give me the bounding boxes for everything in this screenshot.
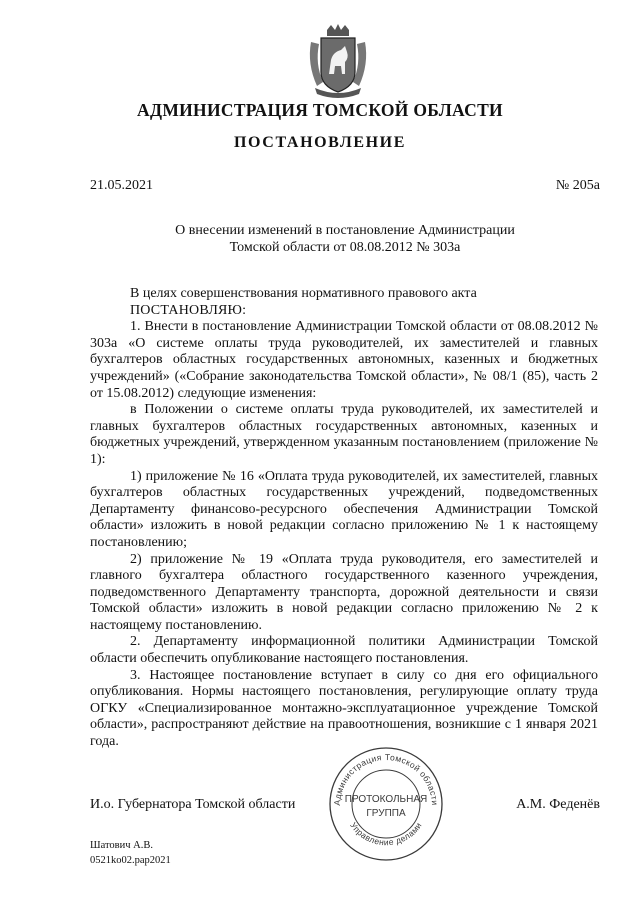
document-body [90, 286, 598, 751]
stamp-inner-line: ПРОТОКОЛЬНАЯ [344, 794, 428, 805]
decree-word: ПОСТАНОВЛЯЮ: [130, 302, 247, 318]
document-subject [160, 222, 530, 256]
tomsk-coat-of-arms-icon [305, 24, 371, 98]
signatory-position: И.о. Губернатора Томской области [90, 797, 296, 812]
document-date: 21.05.2021 [90, 178, 153, 193]
body-paragraph: 2) приложение № 19 «Оплата труда руководителя, его заместителей и главного бухгалтера областного государственного казенного учреждения, подведомственного Департаменту транспорта, дорожной деятельности и связи Томской области» изложить в новой редакции согласно приложению № 2 к настоящему постановлению. [90, 551, 598, 633]
file-reference: 0521ko02.pap2021 [90, 855, 171, 866]
body-paragraph: 1) приложение № 16 «Оплата труда руководителей, их заместителей, главных бухгалтеров областных государственных учреждений, подведомственных Департаменту финансово-ресурсного обеспечения Администрации Томской области» изложить в новой редакции согласно приложению № 1 к настоящему постановлению; [90, 468, 598, 550]
executor-name: Шатович А.В. [90, 840, 153, 851]
subject-line: О внесении изменений в постановление Администрации [175, 223, 515, 238]
stamp-inner-line: ГРУППА [366, 808, 406, 819]
stamp-outer-top-text: Администрация Томской области [331, 751, 441, 806]
subject-line: Томской области от 08.08.2012 № 303а [229, 240, 461, 255]
svg-text:Управление делами [348, 820, 423, 847]
organization-title: АДМИНИСТРАЦИЯ ТОМСКОЙ ОБЛАСТИ [137, 100, 503, 120]
body-paragraph: 1. Внести в постановление Администрации Томской области от 08.08.2012 № 303а «О системе оплаты труда руководителей, их заместителей и главных бухгалтеров областных государственных автономных, казенных и бюджетных учреждений» («Собрание законодательства Томской области», № 08/1 (85), часть 2 от 15.08.2012) следующие изменения: [90, 319, 598, 401]
document-number: № 205а [555, 178, 600, 193]
signatory-name: А.М. Феденёв [516, 797, 600, 812]
document-type: ПОСТАНОВЛЕНИЕ [234, 134, 406, 151]
preamble-paragraph: В целях совершенствования нормативного правового акта [130, 286, 477, 301]
official-stamp [326, 744, 446, 864]
body-paragraph: в Положении о системе оплаты труда руководителей, их заместителей и главных бухгалтеров областных государственных автономных, казенных и бюджетных учреждений, утвержденном указанным постановлением (приложение № 1): [90, 402, 598, 467]
document-footer [90, 838, 171, 868]
body-paragraph: 2. Департаменту информационной политики Администрации Томской области обеспечить опубликование настоящего постановления. [90, 634, 598, 667]
body-paragraph: 3. Настоящее постановление вступает в силу со дня его официального опубликования. Нормы настоящего постановления, регулирующие оплату труда ОГКУ «Специализированное монтажно-эксплуатационное учреждение Томской области», распространяют действие на правоотношения, возникшие с 1 января 2021 года. [90, 667, 598, 750]
stamp-outer-bottom-text: Управление делами [348, 820, 424, 848]
